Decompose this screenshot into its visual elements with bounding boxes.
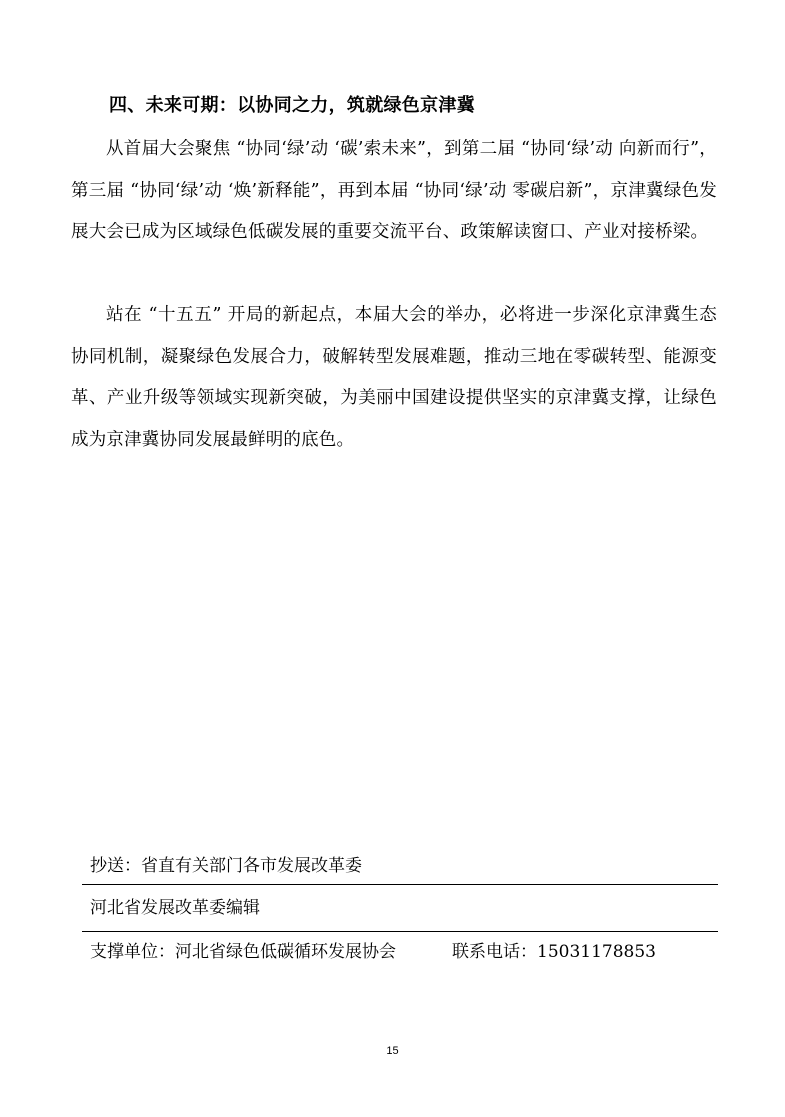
section-heading: 四、未来可期：以协同之力，筑就绿色京津冀 [109,95,475,116]
cc-line: 抄送：省直有关部门各市发展改革委 [90,856,362,876]
document-footer [82,848,718,972]
support-line [82,932,718,972]
body-paragraph: 站在 “十五五” 开局的新起点，本届大会的举办，必将进一步深化京津冀生态协同机制，凝聚绿色发展合力，破解转型发展难题，推动三地在零碳转型、能源变革、产业升级等领域实现新突破，为美丽中国建设提供坚实的京津冀支撑，让绿色成为京津冀协同发展最鲜明的底色。 [71,305,717,450]
support-unit: 支撑单位：河北省绿色低碳循环发展协会 [90,942,396,962]
body-paragraph: 从首届大会聚焦 “协同‘绿’动 ‘碳’索未来”，到第二届 “协同‘绿’动 向新而行”，第三届 “协同‘绿’动 ‘焕’新释能”，再到本届 “协同‘绿’动 零碳启新”，京津冀绿色发展大会已成为区域绿色低碳发展的重要交流平台、政策解读窗口、产业对接桥梁。 [71,139,717,242]
page-number: 15 [386,1045,399,1057]
editor-line: 河北省发展改革委编辑 [90,898,260,918]
contact-phone: 联系电话：15031178853 [452,942,656,962]
